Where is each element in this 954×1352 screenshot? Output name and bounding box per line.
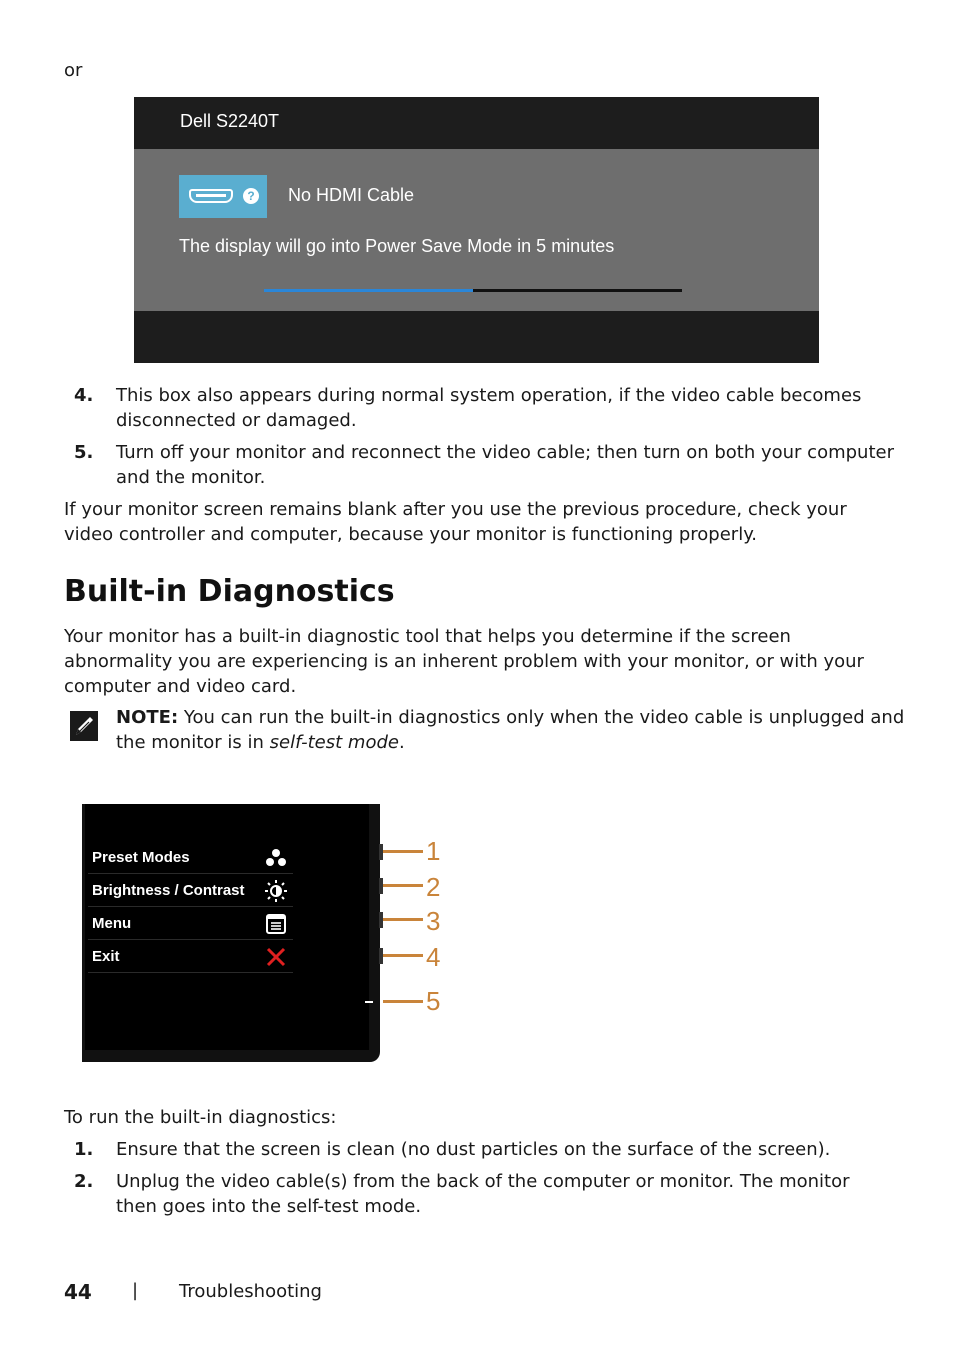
footer-section: Troubleshooting: [179, 1281, 322, 1302]
note-end: .: [398, 732, 405, 753]
step-text: Turn off your monitor and reconnect the video cable; then turn on both your computer and the monitor.: [116, 442, 894, 488]
paragraph-intro: Your monitor has a built-in diagnostic tool that helps you determine if the screen abnormality you are experiencing is an inherent problem with your monitor, or with your computer and video card.: [64, 626, 864, 697]
run-intro-text: To run the built-in diagnostics:: [64, 1107, 337, 1128]
callout-line: [383, 954, 423, 957]
power-indicator: [365, 1001, 373, 1003]
menu-label: Preset Modes: [92, 849, 190, 866]
osd-detail: The display will go into Power Save Mode in 5 minutes: [179, 236, 615, 256]
step-number: 5.: [74, 442, 94, 463]
step-text: This box also appears during normal system operation, if the video cable becomes disconnected or damaged.: [116, 385, 862, 431]
note-emphasis: self-test mode: [269, 732, 399, 753]
question-icon: ?: [243, 188, 259, 204]
brightness-icon: [264, 879, 288, 903]
menu-label: Menu: [92, 915, 132, 932]
or-text: or: [64, 60, 83, 81]
osd-screenshot: [134, 97, 819, 363]
callout-number: 1: [426, 836, 441, 866]
osd-message: No HDMI Cable: [288, 185, 415, 205]
note-text: [116, 705, 906, 755]
callout-number: 4: [426, 942, 441, 972]
osd-header: [134, 97, 819, 149]
menu-row-exit: [88, 941, 293, 973]
callout-number: 5: [426, 986, 441, 1016]
callout-line: [383, 850, 423, 853]
step-number: 2.: [74, 1171, 94, 1192]
monitor-screen: [85, 804, 369, 1050]
step-text: Unplug the video cable(s) from the back of the computer or monitor. The monitor then goes into the self-test mode.: [116, 1171, 850, 1217]
menu-label: Brightness / Contrast: [92, 882, 245, 899]
menu-row-brightness: [88, 875, 293, 907]
section-heading: Built-in Diagnostics: [64, 574, 395, 609]
callout-line: [383, 918, 423, 921]
menu-row-preset-modes: [88, 842, 293, 874]
osd-footer: [134, 311, 819, 363]
page-number: 44: [64, 1280, 92, 1304]
hdmi-plug-icon: [189, 189, 233, 203]
footer-separator: |: [132, 1280, 139, 1301]
paragraph-blank-screen: If your monitor screen remains blank after you use the previous procedure, check your video controller and computer, because your monitor is functioning properly.: [64, 499, 847, 545]
preset-modes-icon: [264, 846, 288, 870]
osd-progress-bar: [264, 289, 682, 292]
exit-icon: [264, 945, 288, 969]
menu-row-menu: [88, 908, 293, 940]
callout-number: 2: [426, 872, 441, 902]
step-number: 4.: [74, 385, 94, 406]
menu-label: Exit: [92, 948, 120, 965]
osd-progress-fill: [264, 289, 473, 292]
monitor-diagram: [82, 804, 380, 1062]
note-label: NOTE:: [116, 707, 179, 728]
menu-icon: [264, 912, 288, 936]
note-pencil-icon: [70, 711, 98, 741]
note-body: You can run the built-in diagnostics only when the video cable is unplugged and the monitor is in: [116, 707, 905, 753]
step-text: Ensure that the screen is clean (no dust particles on the surface of the screen).: [116, 1139, 831, 1160]
osd-title: Dell S2240T: [180, 111, 280, 131]
callout-line: [383, 1000, 423, 1003]
step-number: 1.: [74, 1139, 94, 1160]
callout-line: [383, 884, 423, 887]
hdmi-icon: [179, 175, 267, 218]
callout-number: 3: [426, 906, 441, 936]
